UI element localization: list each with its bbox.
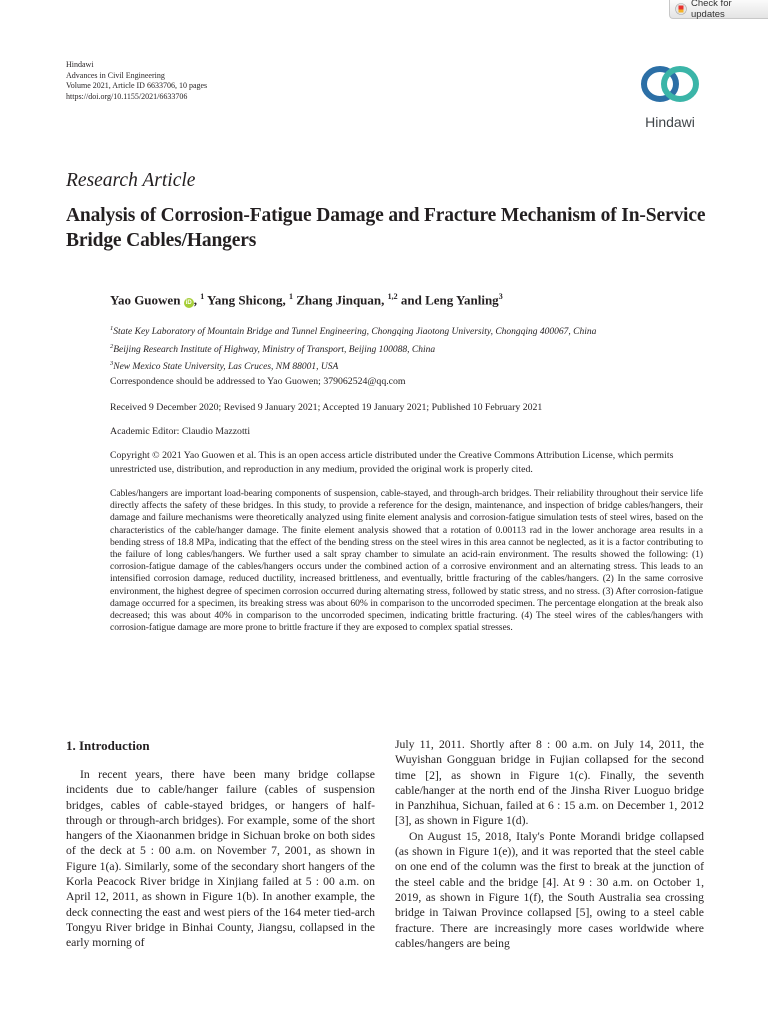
license-text: Copyright © 2021 Yao Guowen et al. This is an open access article distributed under the Creative Commons Attribution License, which permits unrestricted use, distribution, and reproduction in any medium, provided the original work is properly cited. — [110, 450, 674, 475]
body-paragraph: July 11, 2011. Shortly after 8 : 00 a.m. on July 14, 2011, the Wuyishan Gongguan bridge in Fujian collapsed for the second time [2], as shown in Figure 1(c). Finally, the seventh cable/hanger at the north end of the Jinsha River Luoguo bridge in Panzhihua, Sichuan, failed at 6 : 15 a.m. on December 1, 2012 [3], as shown in Figure 1(d). — [395, 738, 704, 828]
author-name: Yao Guowen — [110, 292, 181, 308]
body-paragraph: On August 15, 2018, Italy's Ponte Morandi bridge collapsed (as shown in Figure 1(e)), and it was reported that the steel cable on one end of the column was the first to break at the junction of the steel cable and the bridge [4]. At 9 : 30 a.m. on October 1, 2019, as shown in Figure 1(f), the South Australia sea crossing bridge in Taiwan Province collapsed [5], owing to a steel cable fracture. There are increasingly more cases worldwide where cables/hangers are being — [395, 829, 704, 950]
journal-info — [66, 60, 207, 102]
publisher-name: Hindawi — [66, 60, 94, 69]
affiliation-item: $^2$Beijing Research Institute of Highway, Ministry of Transport, Beijing 100088, China — [110, 342, 436, 355]
volume-info: Volume 2021, Article ID 6633706, 10 pages — [66, 81, 208, 91]
section-heading: 1. Introduction — [66, 738, 150, 753]
author-name: Leng Yanling — [425, 292, 499, 308]
author-name: Zhang Jinquan — [296, 292, 382, 308]
crossmark-icon — [675, 3, 687, 15]
publication-dates: Received 9 December 2020; Revised 9 January 2021; Accepted 19 January 2021; Published 10 February 2021 — [110, 402, 543, 413]
author-affiliation-sup: 3 — [498, 292, 503, 301]
article-type: Research Article — [66, 170, 196, 191]
journal-name: Advances in Civil Engineering — [66, 70, 165, 80]
author-name: Yang Shicong — [206, 292, 283, 308]
body-column-right — [395, 737, 704, 951]
hindawi-logo-text: Hindawi — [645, 114, 695, 130]
body-column-left — [66, 767, 375, 951]
author-affiliation-sup: 1 — [288, 292, 293, 301]
academic-editor: Academic Editor: Claudio Mazzotti — [110, 426, 251, 437]
check-for-updates-button[interactable] — [669, 0, 768, 19]
hindawi-logo — [630, 62, 710, 134]
author-list: Yao Guowen iD , $^1$ Yang Shicong, $^1$ Zhang Jinquan, $^{1,2}$ and Leng Yanling$^3$ — [110, 292, 503, 308]
abstract: Cables/hangers are important load-bearing components of suspension, cable-stayed, and through-arch bridges. Their reliability throughout their service life directly affects the safety of these bridges. In this study, to provide a reference for the design, maintenance, and inspection of bridge cables/hangers, their damage and failure mechanisms were theoretically analyzed using finite element analysis and corrosion-fatigue simulation tests of steel wires, based on the characteristics of the cable/hanger damage. The finite element analysis showed that a rotation of 0.00113 rad in the lower anchorage area results in a bending stress of 18.8 MPa, indicating that the effect of the bending stress on the steel wires in this area cannot be neglected, as it is a factor contributing to the failure of long cables/hangers. We further used a salt spray chamber to simulate an acid-rain environment. The results showed the following: (1) corrosion-fatigue damage of the cables/hangers occurs under the combined action of a corrosive environment and an alternating stress. This leads to an intensified corrosion damage, reduced ductility, increased brittleness, and eventually, brittle fracturing of the cables/hangers. (2) In the same corrosive environment, the highest degree of specimen corrosion occurred during alternating stress, followed by static stress, and no stress. (3) After corrosion-fatigue damage occurred for a specimen, its breaking stress was about 60% in comparison to the uncorroded specimen. The percentage elongation at the break also decreased; this was about 40% in comparison to the uncorroded specimen, indicating brittle fracturing. (4) The steel wires of the cables/hangers with corrosion-fatigue damage are more prone to brittle fracture if they are exposed to complex spatial stresses. — [110, 488, 703, 634]
doi-link[interactable]: https://doi.org/10.1155/2021/6633706 — [66, 91, 188, 101]
author-affiliation-sup: 1 — [200, 292, 205, 301]
author-affiliation-sup: 1,2 — [387, 292, 398, 301]
correspondence: Correspondence should be addressed to Yao Guowen; 379062524@qq.com — [110, 376, 406, 387]
affiliations — [110, 322, 596, 375]
affiliation-item: $^1$State Key Laboratory of Mountain Bridge and Tunnel Engineering, Chongqing Jiaotong University, Chongqing 400067, China — [110, 325, 597, 338]
affiliation-item: $^3$New Mexico State University, Las Cruces, NM 88001, USA — [110, 360, 339, 373]
orcid-icon[interactable]: iD — [185, 300, 192, 307]
hindawi-logo-icon — [630, 62, 710, 114]
body-paragraph: In recent years, there have been many bridge collapse incidents due to cable/hanger failure (cables of suspension bridges, cables of cable-stayed bridges, or hangers of half-through or through-arch bridges). For example, some of the short hangers of the Xiaonanmen bridge in Sichuan broke on both sides of the deck at 5 : 00 a.m. on November 7, 2001, as shown in Figure 1(a). Similarly, some of the secondary short hangers of the Korla Peacock River bridge in Xinjiang failed at 5 : 00 a.m. on April 12, 2011, as shown in Figure 1(b). In another example, the deck connecting the east and west piers of the 164 meter tied-arch Tongyu River bridge in Binhai County, Jiangsu, collapsed in the early morning of — [66, 768, 375, 950]
article-title: Analysis of Corrosion-Fatigue Damage and Fracture Mechanism of In-Service Bridge Cables/Hangers — [66, 205, 706, 251]
check-for-updates-label: Check for updates — [690, 0, 732, 20]
